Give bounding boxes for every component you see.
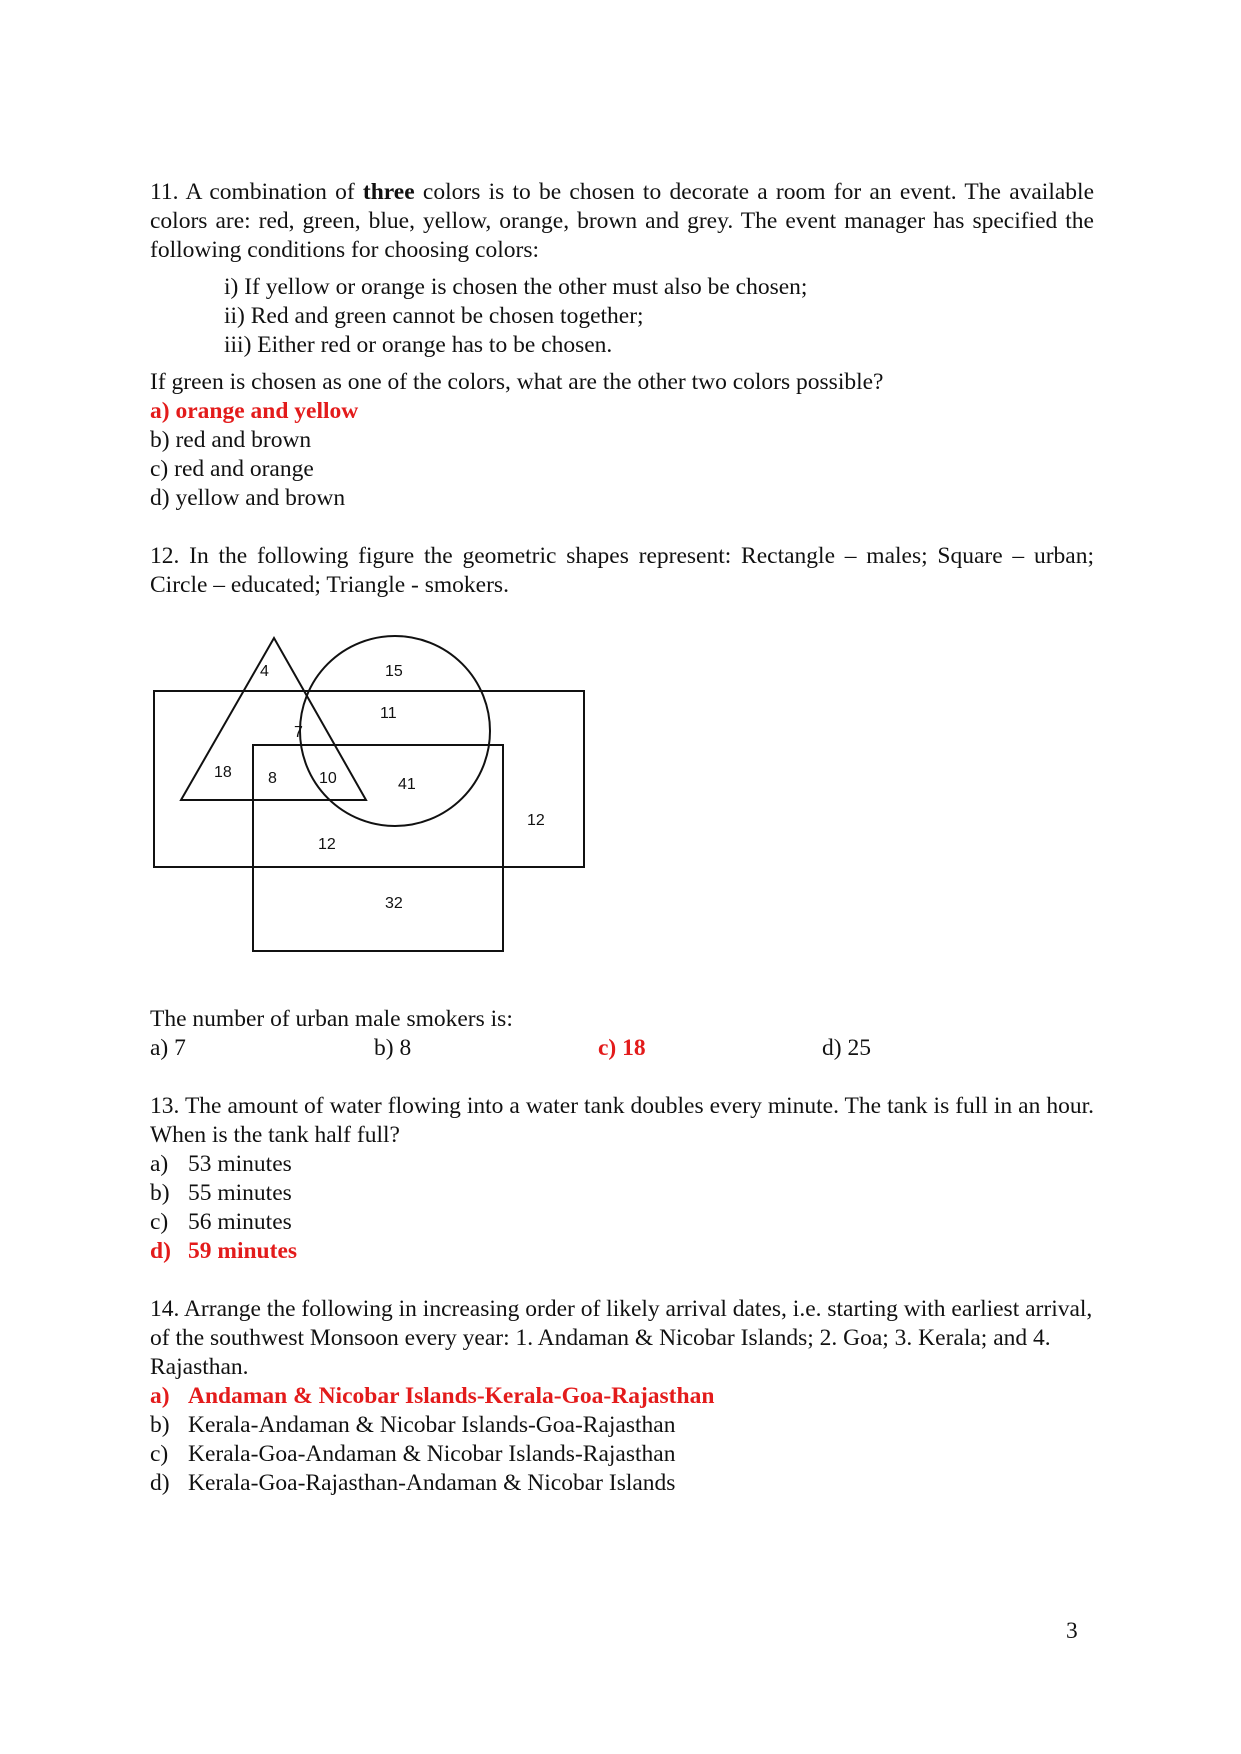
option-text: Kerala-Goa-Andaman & Nicobar Islands-Rajasthan (188, 1441, 676, 1467)
q14-option-d (150, 1469, 1094, 1498)
option-text: 53 minutes (188, 1151, 292, 1177)
q11-intro-post: colors is to be chosen to decorate a room for an event. The available colors are: red, green, blue, yellow, orange, brown and grey. The event manager has specified the following conditions for choosing colors: (150, 179, 1095, 263)
q12-option-a: a) 7 (150, 1035, 186, 1061)
q11-conditions (150, 273, 1094, 360)
option-label: b) (150, 1180, 170, 1206)
figure-label: 12 (318, 836, 336, 853)
option-text: Kerala-Andaman & Nicobar Islands-Goa-Rajasthan (188, 1412, 676, 1438)
figure-label: 12 (527, 812, 545, 829)
q11-option-b: b) red and brown (150, 427, 312, 453)
q11-intro-pre: 11. A combination of (150, 179, 363, 205)
option-text: Andaman & Nicobar Islands-Kerala-Goa-Rajasthan (188, 1383, 715, 1409)
venn-diagram (152, 631, 592, 991)
figure-label: 7 (294, 724, 303, 741)
option-label: c) (150, 1209, 169, 1235)
q14-option-b (150, 1411, 1094, 1440)
option-label: a) (150, 1383, 170, 1409)
q14-option-c (150, 1440, 1094, 1469)
figure-label: 41 (398, 776, 416, 793)
figure-label: 32 (385, 895, 403, 912)
q12-intro: 12. In the following figure the geometric shapes represent: Rectangle – males; Square – urban; Circle – educated; Triangle - smokers. (150, 543, 1094, 598)
q11-condition: iii) Either red or orange has to be chosen. (224, 332, 613, 358)
q12-options (150, 1034, 1094, 1063)
q13-option-c (150, 1208, 1094, 1237)
q11-option-d: d) yellow and brown (150, 485, 346, 511)
figure-label: 15 (385, 663, 403, 680)
q12-option-b: b) 8 (374, 1035, 412, 1061)
option-label: c) (150, 1441, 169, 1467)
option-label: a) (150, 1151, 169, 1177)
q12-question: The number of urban male smokers is: (150, 1006, 513, 1032)
figure-label: 8 (268, 770, 277, 787)
q14-intro: 14. Arrange the following in increasing order of likely arrival dates, i.e. starting with earliest arrival, of the southwest Monsoon every year: 1. Andaman & Nicobar Islands; 2. Goa; 3. Kerala; and 4. Rajasthan. (150, 1296, 1093, 1380)
figure-label: 11 (380, 705, 397, 722)
q11-option-c: c) red and orange (150, 456, 314, 482)
figure-label: 4 (260, 663, 269, 680)
page-content (150, 178, 1094, 1498)
q13-option-a (150, 1150, 1094, 1179)
option-text: 56 minutes (188, 1209, 292, 1235)
figure-label: 18 (214, 764, 232, 781)
q11-condition: i) If yellow or orange is chosen the other must also be chosen; (224, 274, 808, 300)
q11-question: If green is chosen as one of the colors, what are the other two colors possible? (150, 369, 884, 395)
q12-option-c-answer: c) 18 (598, 1035, 646, 1061)
q11-intro (150, 178, 1094, 265)
q11-intro-bold: three (362, 179, 415, 205)
q11-option-a-answer: a) orange and yellow (150, 398, 359, 424)
option-text: 59 minutes (188, 1238, 298, 1264)
q13-intro: 13. The amount of water flowing into a water tank doubles every minute. The tank is full in an hour. When is the tank half full? (150, 1093, 1094, 1148)
venn-figure (152, 631, 592, 991)
option-label: d) (150, 1470, 170, 1496)
page-number: 3 (1066, 1618, 1078, 1644)
option-label: d) (150, 1238, 171, 1264)
option-text: Kerala-Goa-Rajasthan-Andaman & Nicobar Islands (188, 1470, 676, 1496)
figure-label: 10 (319, 770, 337, 787)
q12-option-d: d) 25 (822, 1035, 871, 1061)
q11-condition: ii) Red and green cannot be chosen together; (224, 303, 644, 329)
option-label: b) (150, 1412, 170, 1438)
option-text: 55 minutes (188, 1180, 292, 1206)
urban-square (253, 745, 503, 951)
q14-option-a-answer (150, 1382, 1094, 1411)
q13-option-d-answer (150, 1237, 1094, 1266)
q13-option-b (150, 1179, 1094, 1208)
